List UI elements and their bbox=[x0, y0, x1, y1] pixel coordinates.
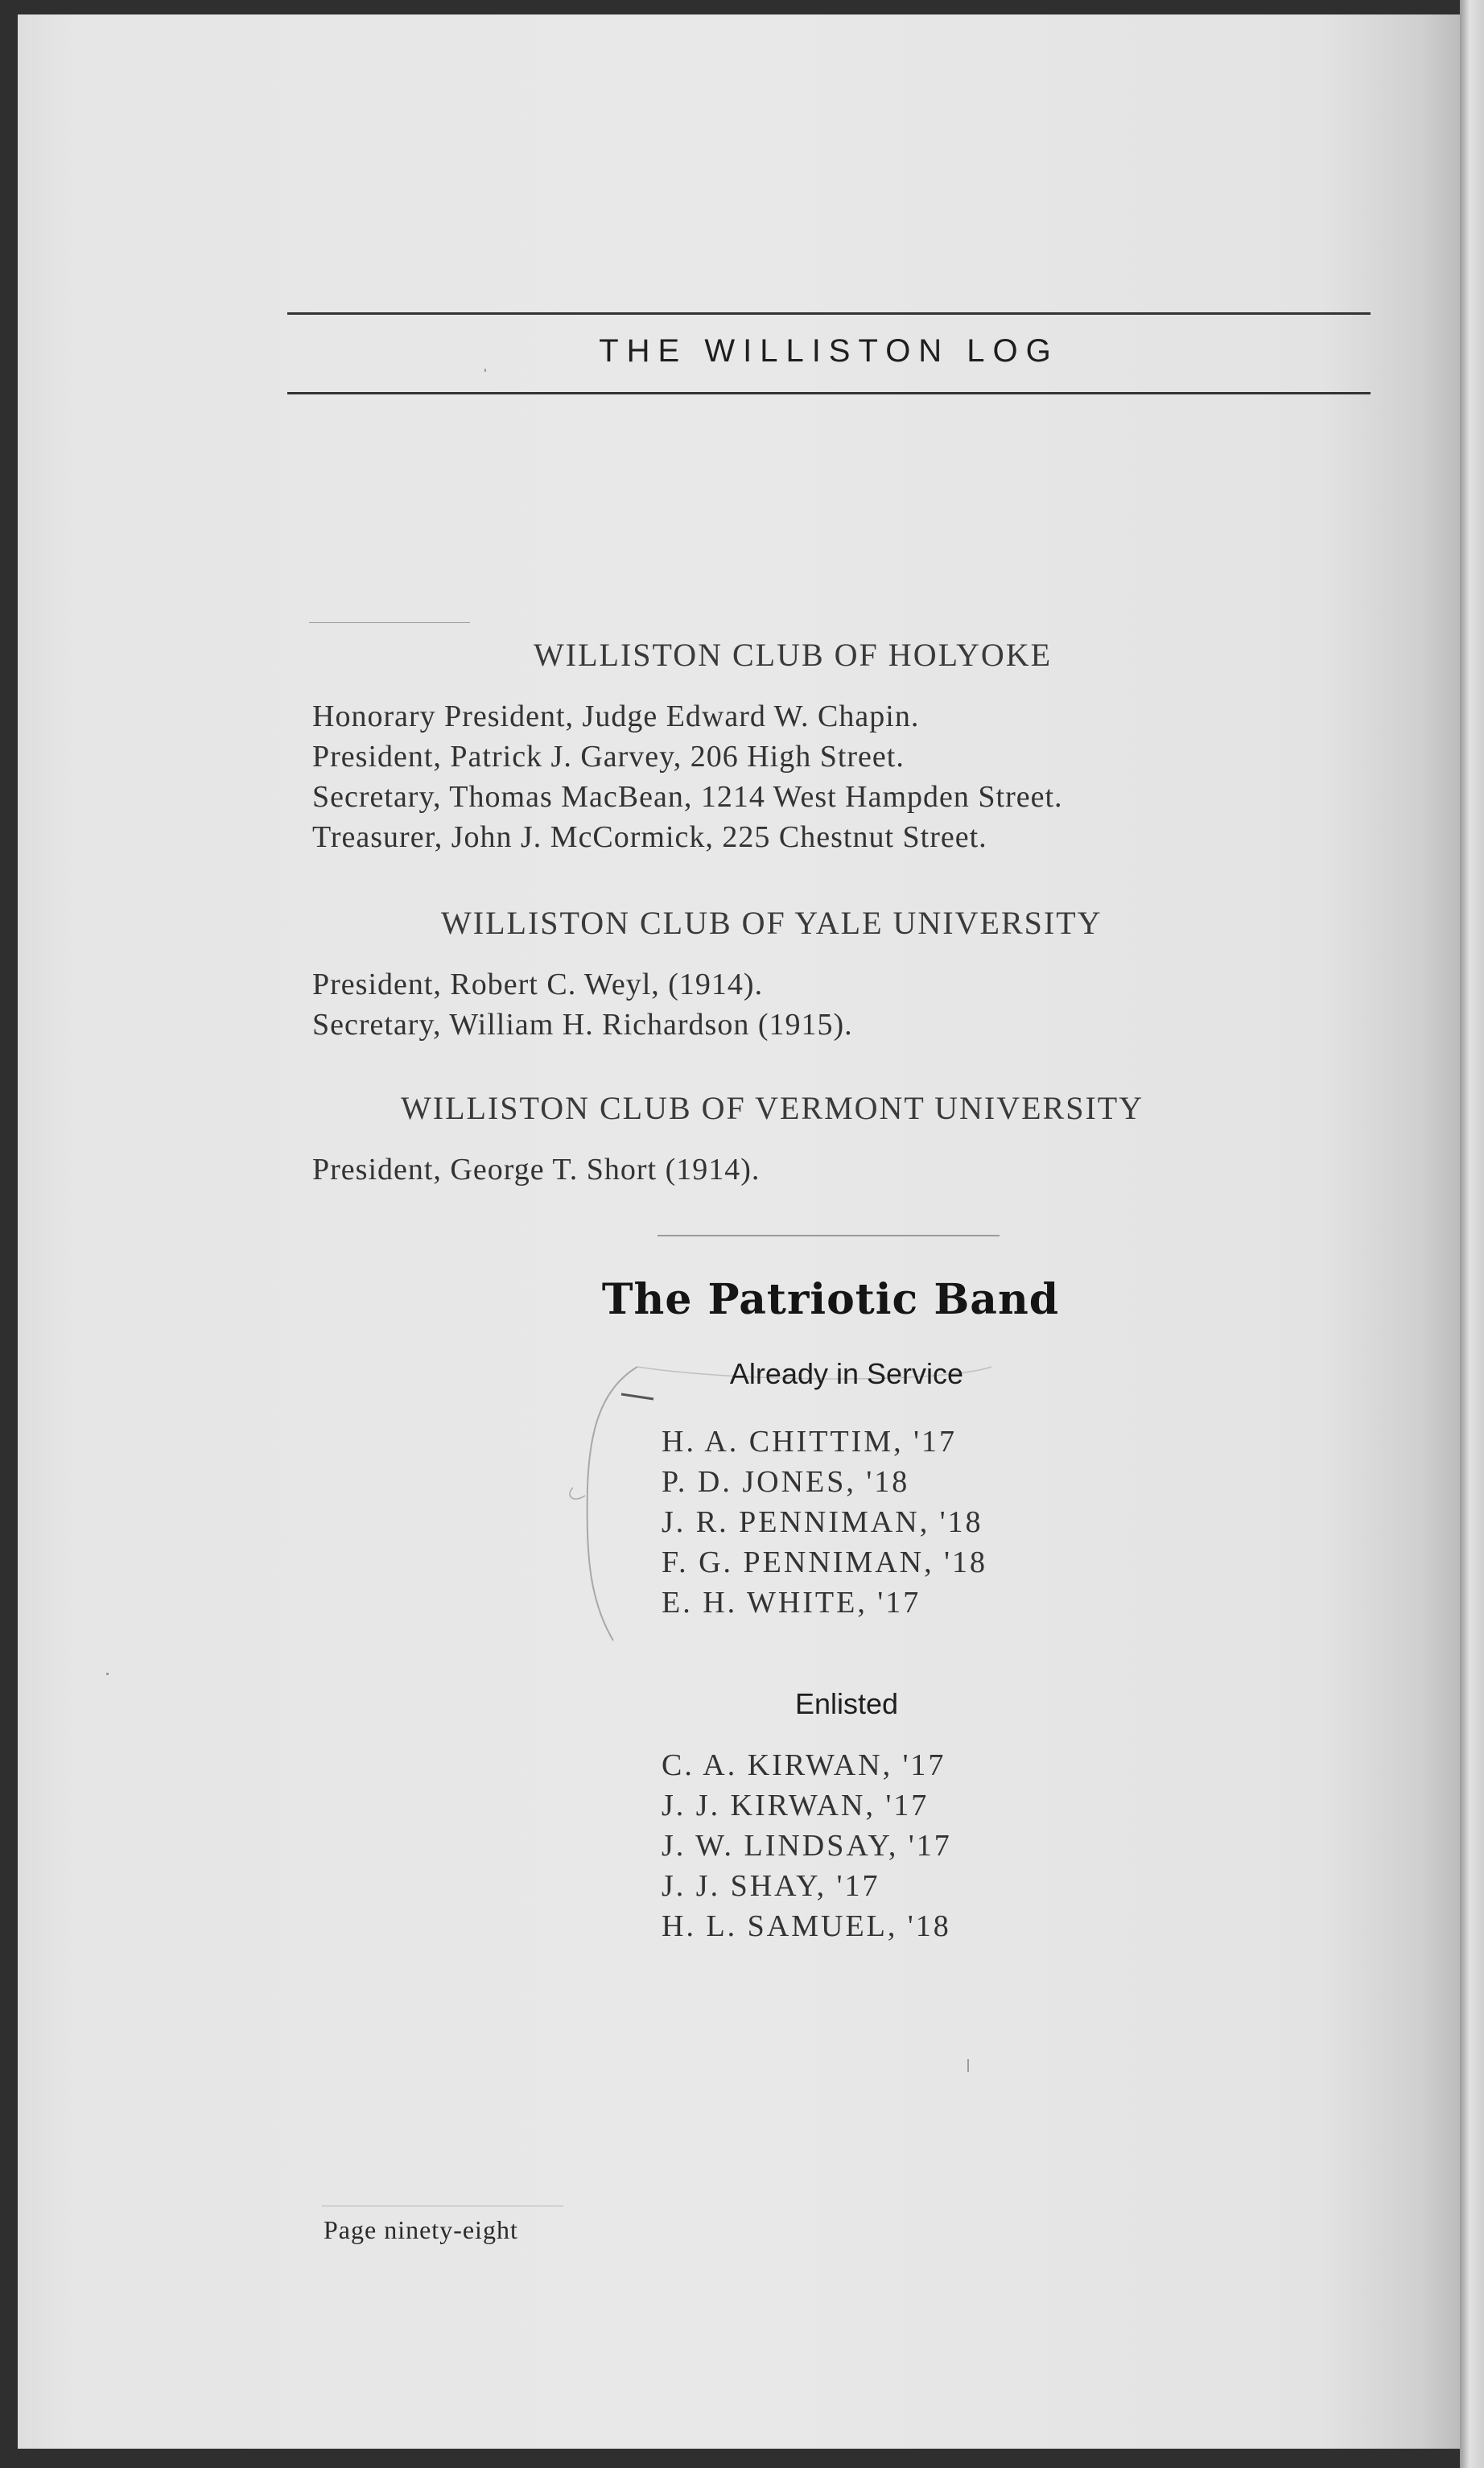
list-item: P. D. JONES, '18 bbox=[662, 1465, 910, 1499]
club-yale bbox=[312, 904, 1358, 1045]
club-officer-line: Secretary, Thomas MacBean, 1214 West Hampden Street. bbox=[312, 780, 1063, 814]
list-item: J. R. PENNIMAN, '18 bbox=[662, 1505, 983, 1539]
club-title: WILLISTON CLUB OF HOLYOKE bbox=[534, 637, 1053, 673]
club-officer-line: Honorary President, Judge Edward W. Chapin. bbox=[312, 700, 920, 733]
club-officer-line: Secretary, William H. Richardson (1915). bbox=[312, 1008, 853, 1042]
club-officer-line: President, Robert C. Weyl, (1914). bbox=[312, 968, 764, 1001]
enlisted-name-list bbox=[662, 1745, 1225, 1946]
list-item: H. L. SAMUEL, '18 bbox=[662, 1909, 951, 1943]
club-title: WILLISTON CLUB OF VERMONT UNIVERSITY bbox=[401, 1090, 1144, 1126]
scan-speck bbox=[309, 622, 470, 623]
running-header bbox=[287, 312, 1371, 394]
header-title: THE WILLISTON LOG bbox=[599, 333, 1059, 369]
scan-speck bbox=[106, 1673, 109, 1675]
list-item: J. W. LINDSAY, '17 bbox=[662, 1829, 952, 1863]
page-edge-shadow bbox=[1460, 0, 1484, 2468]
list-item: J. J. KIRWAN, '17 bbox=[662, 1789, 930, 1822]
service-name-list bbox=[662, 1422, 1225, 1623]
list-item: J. J. SHAY, '17 bbox=[662, 1869, 880, 1903]
scan-speck bbox=[967, 2059, 969, 2072]
club-officer-line: President, Patrick J. Garvey, 206 High Street. bbox=[312, 740, 905, 774]
list-item: C. A. KIRWAN, '17 bbox=[662, 1748, 946, 1782]
club-title: WILLISTON CLUB OF YALE UNIVERSITY bbox=[441, 905, 1103, 941]
document-page bbox=[18, 14, 1466, 2449]
scan-speck bbox=[484, 369, 486, 372]
club-vermont bbox=[312, 1089, 1358, 1190]
page-number: Page ninety-eight bbox=[324, 2215, 518, 2244]
club-officer-line: President, George T. Short (1914). bbox=[312, 1153, 761, 1187]
section-heading-service: Already in Service bbox=[729, 1357, 964, 1390]
club-holyoke bbox=[312, 636, 1358, 857]
section-heading-enlisted: Enlisted bbox=[794, 1687, 899, 1720]
list-item: F. G. PENNIMAN, '18 bbox=[662, 1546, 987, 1579]
list-item: H. A. CHITTIM, '17 bbox=[662, 1425, 957, 1459]
list-item: E. H. WHITE, '17 bbox=[662, 1586, 921, 1620]
club-officer-line: Treasurer, John J. McCormick, 225 Chestnut Street. bbox=[312, 820, 987, 854]
band-title: The Patriotic Band bbox=[601, 1275, 1060, 1324]
section-divider bbox=[657, 1235, 1000, 1236]
